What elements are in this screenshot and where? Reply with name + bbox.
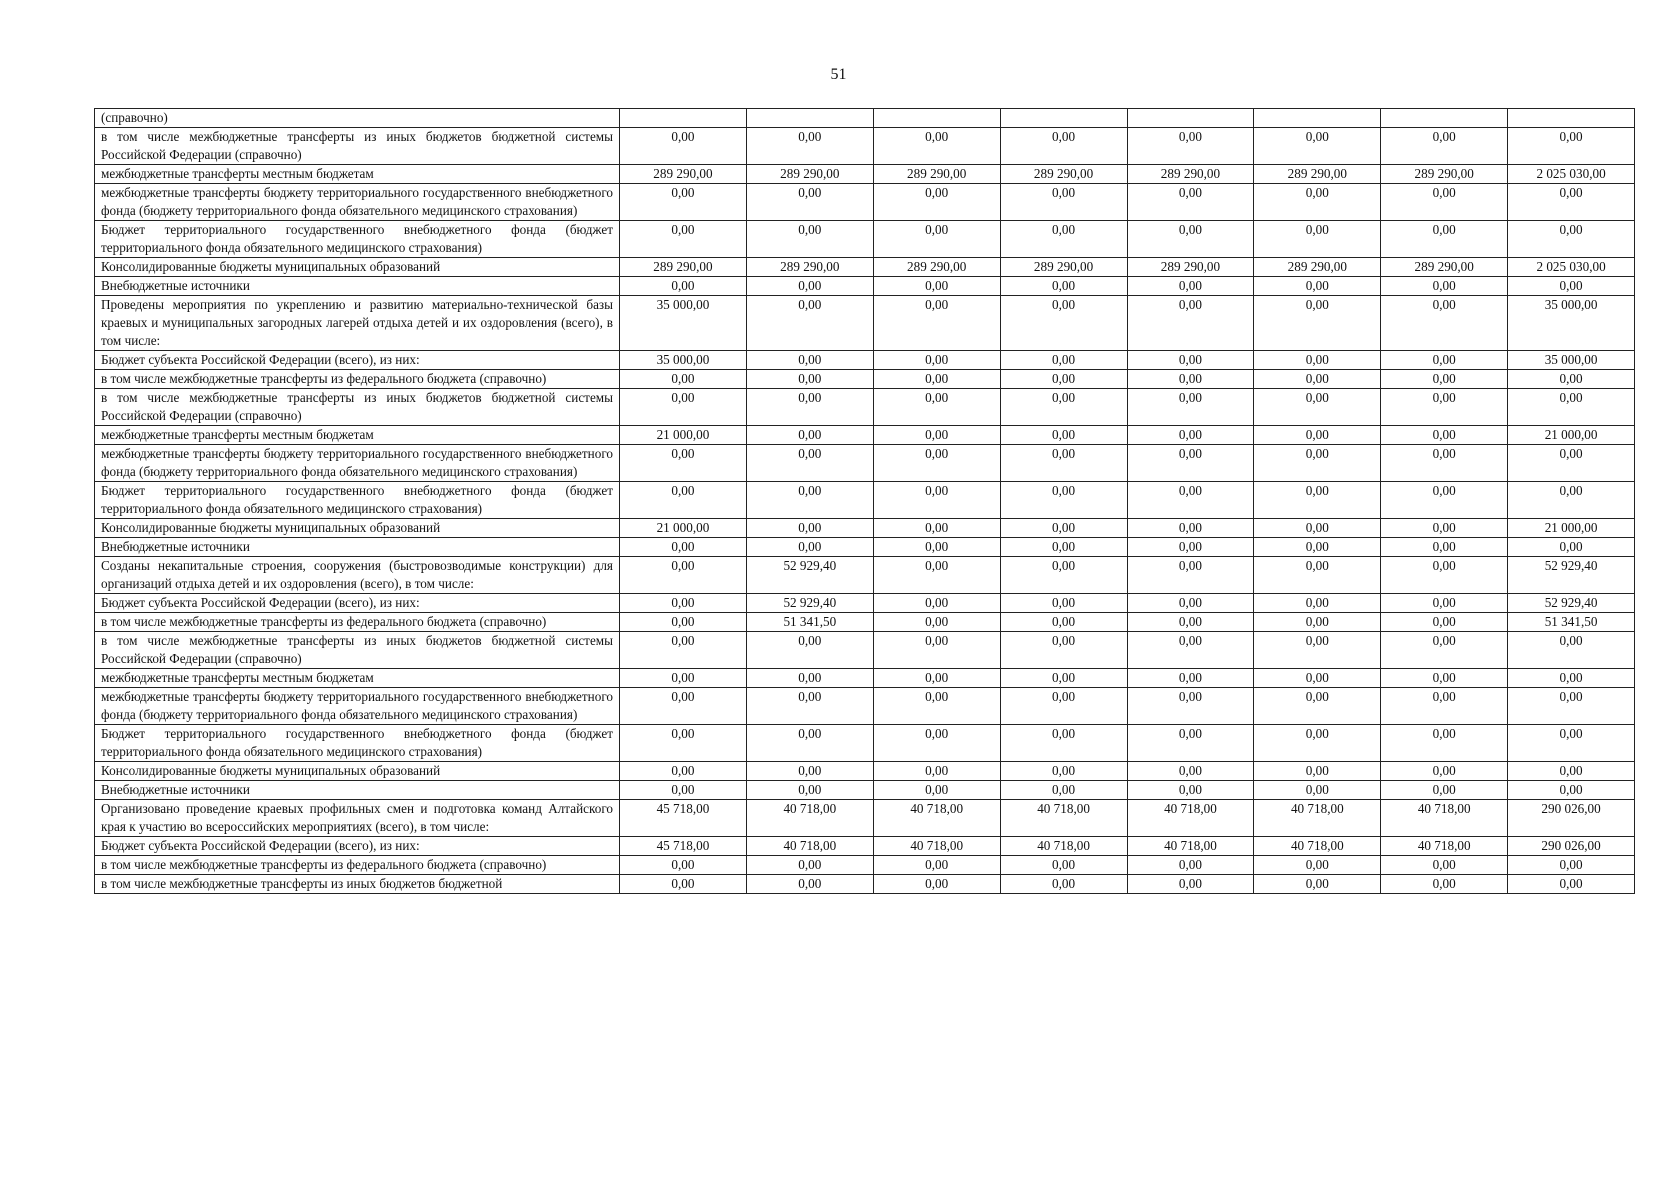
value-cell: 0,00 [746,482,873,519]
value-cell: 0,00 [1000,184,1127,221]
table-row [95,856,1635,875]
value-cell: 0,00 [746,725,873,762]
value-cell: 0,00 [873,482,1000,519]
value-cell: 0,00 [1381,725,1508,762]
table-row [95,296,1635,351]
row-label: в том числе межбюджетные трансферты из иных бюджетов бюджетной системы Российской Федерации (справочно) [95,128,620,165]
value-cell: 0,00 [1381,632,1508,669]
value-cell: 0,00 [1000,296,1127,351]
value-cell: 0,00 [1254,482,1381,519]
value-cell: 0,00 [746,632,873,669]
table-row [95,688,1635,725]
table-row [95,165,1635,184]
value-cell [1254,109,1381,128]
value-cell: 0,00 [1508,184,1635,221]
row-label: Проведены мероприятия по укреплению и развитию материально-технической базы краевых и муниципальных загородных лагерей отдыха детей и их оздоровления (всего), в том числе: [95,296,620,351]
value-cell: 0,00 [1508,688,1635,725]
value-cell: 0,00 [1254,426,1381,445]
value-cell: 0,00 [1127,613,1254,632]
value-cell: 0,00 [620,613,747,632]
value-cell: 289 290,00 [746,258,873,277]
value-cell: 0,00 [1127,296,1254,351]
row-label: межбюджетные трансферты бюджету территориального государственного внебюджетного фонда (бюджету территориального фонда обязательного медицинского страхования) [95,688,620,725]
row-label: Внебюджетные источники [95,538,620,557]
value-cell: 0,00 [1000,389,1127,426]
row-label: Внебюджетные источники [95,277,620,296]
value-cell: 0,00 [1508,856,1635,875]
value-cell: 0,00 [746,762,873,781]
value-cell: 0,00 [1381,613,1508,632]
value-cell: 0,00 [873,426,1000,445]
value-cell: 0,00 [1381,426,1508,445]
value-cell: 40 718,00 [873,800,1000,837]
value-cell: 0,00 [746,519,873,538]
row-label: Бюджет территориального государственного внебюджетного фонда (бюджет территориального фонда обязательного медицинского страхования) [95,482,620,519]
value-cell: 21 000,00 [1508,519,1635,538]
value-cell: 0,00 [1381,557,1508,594]
value-cell: 0,00 [1127,482,1254,519]
row-label: межбюджетные трансферты местным бюджетам [95,426,620,445]
table-row [95,445,1635,482]
value-cell [620,109,747,128]
value-cell: 0,00 [620,557,747,594]
row-label: межбюджетные трансферты бюджету территориального государственного внебюджетного фонда (бюджету территориального фонда обязательного медицинского страхования) [95,184,620,221]
value-cell: 0,00 [746,277,873,296]
value-cell: 52 929,40 [1508,594,1635,613]
value-cell: 0,00 [1254,184,1381,221]
table-row [95,762,1635,781]
value-cell: 0,00 [1254,277,1381,296]
value-cell: 0,00 [1254,613,1381,632]
value-cell: 0,00 [1381,277,1508,296]
table-body [95,109,1635,894]
value-cell: 0,00 [1254,370,1381,389]
value-cell: 0,00 [1508,781,1635,800]
value-cell: 45 718,00 [620,837,747,856]
value-cell: 40 718,00 [1381,837,1508,856]
value-cell: 0,00 [1000,632,1127,669]
value-cell [1127,109,1254,128]
row-label: Бюджет территориального государственного внебюджетного фонда (бюджет территориального фонда обязательного медицинского страхования) [95,725,620,762]
value-cell: 0,00 [1508,445,1635,482]
table-row [95,613,1635,632]
value-cell: 0,00 [746,445,873,482]
value-cell: 0,00 [1127,538,1254,557]
value-cell: 0,00 [1381,856,1508,875]
value-cell: 0,00 [1254,594,1381,613]
row-label: Бюджет субъекта Российской Федерации (всего), из них: [95,351,620,370]
value-cell: 52 929,40 [746,557,873,594]
value-cell: 45 718,00 [620,800,747,837]
row-label: Бюджет субъекта Российской Федерации (всего), из них: [95,837,620,856]
value-cell: 0,00 [1127,221,1254,258]
value-cell: 0,00 [873,389,1000,426]
value-cell: 0,00 [1000,856,1127,875]
table-row [95,184,1635,221]
value-cell: 0,00 [746,184,873,221]
value-cell: 0,00 [620,781,747,800]
value-cell: 0,00 [1127,856,1254,875]
value-cell: 0,00 [1000,445,1127,482]
value-cell: 0,00 [873,277,1000,296]
value-cell: 51 341,50 [1508,613,1635,632]
table-row [95,370,1635,389]
row-label: Внебюджетные источники [95,781,620,800]
value-cell: 0,00 [746,875,873,894]
value-cell: 0,00 [620,688,747,725]
value-cell: 0,00 [1381,184,1508,221]
value-cell: 0,00 [1381,875,1508,894]
value-cell: 0,00 [873,184,1000,221]
value-cell: 0,00 [746,688,873,725]
value-cell: 0,00 [1254,725,1381,762]
value-cell: 0,00 [1381,482,1508,519]
value-cell: 0,00 [620,445,747,482]
value-cell: 0,00 [1000,426,1127,445]
value-cell: 0,00 [620,482,747,519]
value-cell: 0,00 [620,128,747,165]
value-cell: 40 718,00 [873,837,1000,856]
value-cell [1000,109,1127,128]
value-cell: 0,00 [873,370,1000,389]
value-cell: 0,00 [1508,538,1635,557]
value-cell: 0,00 [746,370,873,389]
value-cell: 0,00 [1254,389,1381,426]
row-label: (справочно) [95,109,620,128]
value-cell: 0,00 [1508,128,1635,165]
value-cell: 0,00 [1127,370,1254,389]
value-cell: 0,00 [1127,632,1254,669]
value-cell: 0,00 [1127,594,1254,613]
row-label: Консолидированные бюджеты муниципальных образований [95,762,620,781]
value-cell: 0,00 [1381,781,1508,800]
value-cell: 0,00 [1000,557,1127,594]
value-cell: 0,00 [746,781,873,800]
value-cell: 0,00 [1381,688,1508,725]
table-row [95,800,1635,837]
value-cell: 0,00 [1127,184,1254,221]
value-cell: 0,00 [1000,128,1127,165]
table-row [95,837,1635,856]
value-cell: 0,00 [1381,296,1508,351]
value-cell: 0,00 [746,426,873,445]
value-cell: 0,00 [1381,370,1508,389]
value-cell: 0,00 [873,557,1000,594]
value-cell: 0,00 [873,221,1000,258]
value-cell: 0,00 [746,389,873,426]
value-cell: 0,00 [1127,762,1254,781]
value-cell [1508,109,1635,128]
value-cell: 0,00 [1127,389,1254,426]
value-cell: 0,00 [873,613,1000,632]
row-label: Бюджет субъекта Российской Федерации (всего), из них: [95,594,620,613]
value-cell: 40 718,00 [1254,837,1381,856]
value-cell: 0,00 [620,389,747,426]
value-cell: 0,00 [1254,538,1381,557]
value-cell: 35 000,00 [1508,351,1635,370]
row-label: Организовано проведение краевых профильных смен и подготовка команд Алтайского края к участию во всероссийских мероприятиях (всего), в том числе: [95,800,620,837]
page-number: 51 [830,66,847,83]
value-cell: 0,00 [1381,128,1508,165]
row-label: межбюджетные трансферты местным бюджетам [95,669,620,688]
table-row [95,128,1635,165]
value-cell: 0,00 [1000,482,1127,519]
row-label: Консолидированные бюджеты муниципальных образований [95,519,620,538]
value-cell: 0,00 [873,351,1000,370]
value-cell: 0,00 [620,538,747,557]
value-cell: 289 290,00 [620,258,747,277]
table-row [95,557,1635,594]
value-cell: 0,00 [1254,519,1381,538]
value-cell: 0,00 [620,875,747,894]
value-cell: 0,00 [1000,370,1127,389]
value-cell: 289 290,00 [1000,165,1127,184]
value-cell: 35 000,00 [620,351,747,370]
value-cell: 0,00 [1127,669,1254,688]
table-row [95,426,1635,445]
value-cell: 0,00 [620,370,747,389]
table-row [95,725,1635,762]
value-cell: 0,00 [873,538,1000,557]
value-cell: 0,00 [1381,519,1508,538]
value-cell: 0,00 [1508,482,1635,519]
value-cell: 0,00 [873,856,1000,875]
value-cell: 0,00 [620,669,747,688]
value-cell: 0,00 [1127,128,1254,165]
value-cell: 0,00 [1000,277,1127,296]
table-row [95,221,1635,258]
value-cell: 0,00 [1381,594,1508,613]
value-cell: 0,00 [873,445,1000,482]
value-cell: 0,00 [1127,725,1254,762]
value-cell: 0,00 [1254,221,1381,258]
table-row [95,482,1635,519]
value-cell: 0,00 [746,128,873,165]
row-label: межбюджетные трансферты местным бюджетам [95,165,620,184]
value-cell: 289 290,00 [1381,258,1508,277]
value-cell: 21 000,00 [620,426,747,445]
value-cell: 289 290,00 [746,165,873,184]
table-row [95,519,1635,538]
value-cell: 0,00 [620,856,747,875]
value-cell: 21 000,00 [620,519,747,538]
table-row [95,389,1635,426]
value-cell: 290 026,00 [1508,837,1635,856]
value-cell: 0,00 [873,128,1000,165]
value-cell: 0,00 [1508,370,1635,389]
value-cell: 0,00 [873,875,1000,894]
table-row [95,277,1635,296]
value-cell: 2 025 030,00 [1508,258,1635,277]
value-cell: 0,00 [1508,221,1635,258]
value-cell: 0,00 [1254,856,1381,875]
value-cell: 0,00 [1000,688,1127,725]
value-cell: 0,00 [873,594,1000,613]
value-cell: 0,00 [1254,445,1381,482]
value-cell: 0,00 [1127,688,1254,725]
value-cell: 0,00 [1381,389,1508,426]
value-cell: 0,00 [746,296,873,351]
value-cell: 40 718,00 [1127,837,1254,856]
value-cell: 40 718,00 [1127,800,1254,837]
value-cell: 0,00 [1127,875,1254,894]
value-cell: 289 290,00 [1127,258,1254,277]
value-cell: 0,00 [620,594,747,613]
value-cell: 0,00 [1000,594,1127,613]
value-cell: 0,00 [1127,519,1254,538]
value-cell: 0,00 [746,669,873,688]
value-cell: 0,00 [746,221,873,258]
value-cell: 21 000,00 [1508,426,1635,445]
value-cell: 0,00 [873,688,1000,725]
value-cell: 0,00 [1000,725,1127,762]
table-row [95,538,1635,557]
table-row [95,351,1635,370]
value-cell: 289 290,00 [873,165,1000,184]
value-cell: 0,00 [746,856,873,875]
value-cell [1381,109,1508,128]
value-cell: 0,00 [1254,688,1381,725]
value-cell: 0,00 [1127,781,1254,800]
value-cell: 0,00 [620,184,747,221]
value-cell: 0,00 [1127,445,1254,482]
value-cell: 0,00 [1381,445,1508,482]
value-cell: 0,00 [873,632,1000,669]
value-cell: 0,00 [1381,538,1508,557]
value-cell: 2 025 030,00 [1508,165,1635,184]
value-cell: 0,00 [620,632,747,669]
table-row [95,594,1635,613]
table-row [95,632,1635,669]
value-cell: 0,00 [873,762,1000,781]
value-cell: 0,00 [1000,613,1127,632]
table-row [95,258,1635,277]
row-label: в том числе межбюджетные трансферты из федерального бюджета (справочно) [95,370,620,389]
row-label: в том числе межбюджетные трансферты из иных бюджетов бюджетной [95,875,620,894]
value-cell: 289 290,00 [620,165,747,184]
budget-table [94,108,1635,894]
value-cell: 35 000,00 [620,296,747,351]
value-cell: 289 290,00 [1254,258,1381,277]
value-cell: 0,00 [1508,277,1635,296]
value-cell [873,109,1000,128]
value-cell: 0,00 [746,351,873,370]
value-cell: 0,00 [1254,351,1381,370]
value-cell: 0,00 [620,762,747,781]
value-cell: 40 718,00 [746,837,873,856]
table-row [95,109,1635,128]
value-cell: 0,00 [620,277,747,296]
value-cell: 0,00 [1000,519,1127,538]
value-cell: 40 718,00 [1254,800,1381,837]
value-cell: 0,00 [873,781,1000,800]
row-label: в том числе межбюджетные трансферты из федерального бюджета (справочно) [95,856,620,875]
value-cell: 0,00 [1000,538,1127,557]
value-cell: 0,00 [1254,128,1381,165]
table-row [95,669,1635,688]
row-label: Созданы некапитальные строения, сооружения (быстровозводимые конструкции) для организаций отдыха детей и их оздоровления (всего), в том числе: [95,557,620,594]
value-cell: 0,00 [873,296,1000,351]
value-cell: 289 290,00 [1000,258,1127,277]
value-cell: 0,00 [620,725,747,762]
value-cell: 0,00 [1000,351,1127,370]
value-cell: 40 718,00 [1000,800,1127,837]
value-cell [746,109,873,128]
value-cell: 35 000,00 [1508,296,1635,351]
value-cell: 0,00 [1000,669,1127,688]
value-cell: 0,00 [1508,389,1635,426]
value-cell: 0,00 [1381,669,1508,688]
value-cell: 289 290,00 [1381,165,1508,184]
value-cell: 40 718,00 [1000,837,1127,856]
row-label: в том числе межбюджетные трансферты из иных бюджетов бюджетной системы Российской Федерации (справочно) [95,389,620,426]
value-cell: 0,00 [1508,725,1635,762]
value-cell: 52 929,40 [1508,557,1635,594]
value-cell: 0,00 [1000,762,1127,781]
row-label: Консолидированные бюджеты муниципальных образований [95,258,620,277]
value-cell: 289 290,00 [1127,165,1254,184]
value-cell: 290 026,00 [1508,800,1635,837]
value-cell: 0,00 [1000,781,1127,800]
value-cell: 0,00 [1127,277,1254,296]
table-row [95,875,1635,894]
value-cell: 0,00 [873,669,1000,688]
row-label: межбюджетные трансферты бюджету территориального государственного внебюджетного фонда (бюджету территориального фонда обязательного медицинского страхования) [95,445,620,482]
value-cell: 0,00 [873,725,1000,762]
row-label: в том числе межбюджетные трансферты из федерального бюджета (справочно) [95,613,620,632]
value-cell: 0,00 [1508,875,1635,894]
value-cell: 0,00 [873,519,1000,538]
value-cell: 52 929,40 [746,594,873,613]
value-cell: 0,00 [1254,875,1381,894]
value-cell: 0,00 [1127,351,1254,370]
table-row [95,781,1635,800]
value-cell: 0,00 [1000,875,1127,894]
value-cell: 289 290,00 [873,258,1000,277]
value-cell: 0,00 [1254,296,1381,351]
value-cell: 40 718,00 [1381,800,1508,837]
value-cell: 0,00 [1254,762,1381,781]
value-cell: 0,00 [620,221,747,258]
value-cell: 0,00 [1254,669,1381,688]
value-cell: 0,00 [1254,781,1381,800]
value-cell: 0,00 [1508,762,1635,781]
value-cell: 0,00 [1381,762,1508,781]
value-cell: 0,00 [1254,632,1381,669]
value-cell: 0,00 [746,538,873,557]
value-cell: 0,00 [1127,557,1254,594]
value-cell: 0,00 [1000,221,1127,258]
row-label: в том числе межбюджетные трансферты из иных бюджетов бюджетной системы Российской Федерации (справочно) [95,632,620,669]
value-cell: 0,00 [1254,557,1381,594]
value-cell: 0,00 [1381,221,1508,258]
row-label: Бюджет территориального государственного внебюджетного фонда (бюджет территориального фонда обязательного медицинского страхования) [95,221,620,258]
value-cell: 0,00 [1381,351,1508,370]
value-cell: 0,00 [1127,426,1254,445]
value-cell: 0,00 [1508,632,1635,669]
value-cell: 289 290,00 [1254,165,1381,184]
value-cell: 51 341,50 [746,613,873,632]
value-cell: 40 718,00 [746,800,873,837]
value-cell: 0,00 [1508,669,1635,688]
